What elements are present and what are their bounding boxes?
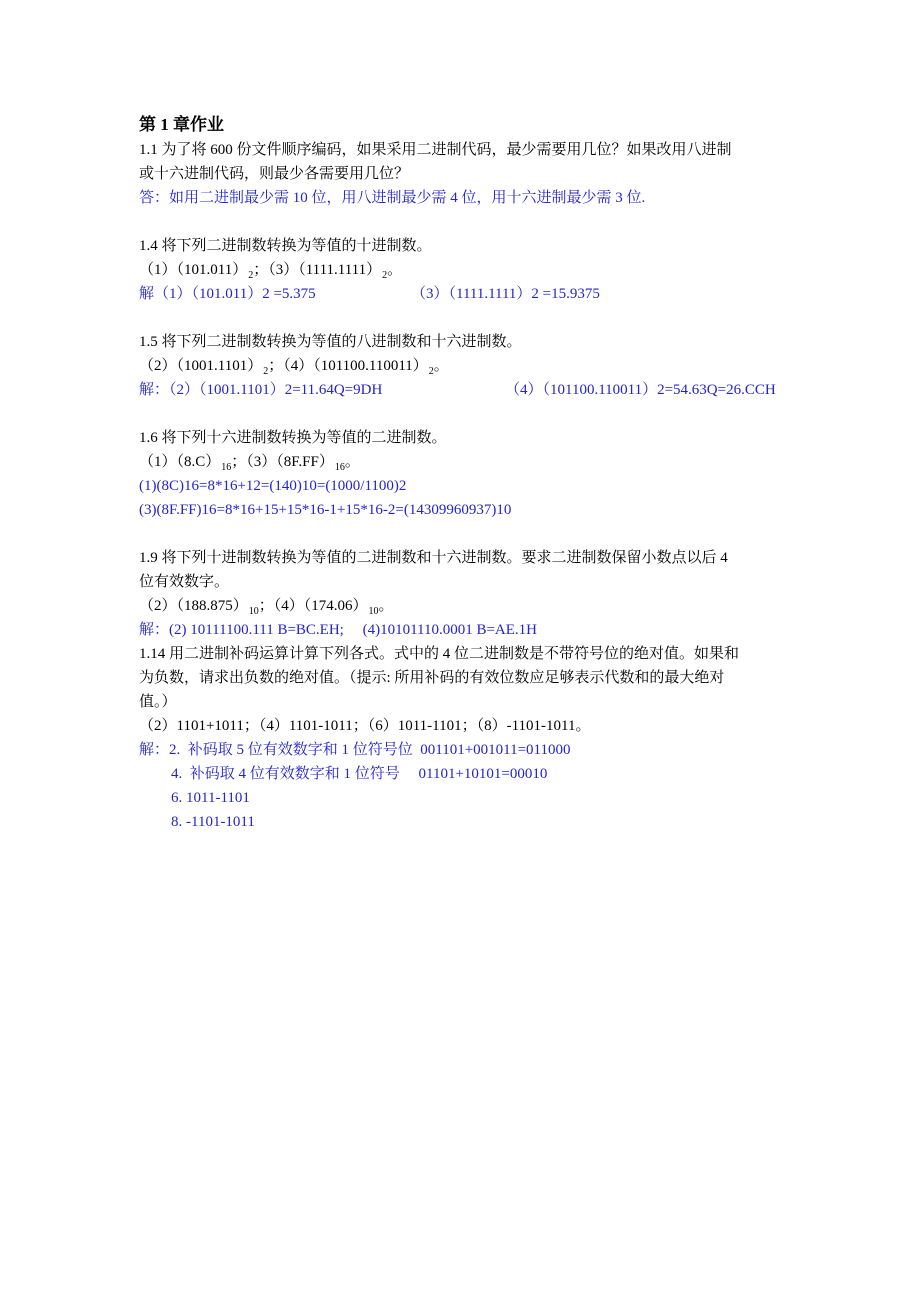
subscript: 10 — [368, 606, 379, 617]
item-text: （1）（101.011） — [139, 262, 248, 278]
item-text: 。 — [433, 358, 449, 374]
spacer — [139, 402, 819, 426]
subscript: 10 — [248, 606, 259, 617]
answer-1-9: 解：(2) 10111100.111 B=BC.EH; (4)10101110.0001 B=AE.1H — [139, 622, 538, 638]
answer-1-14-8: 8. -1101-1011 — [171, 814, 255, 830]
chapter-title: 第 1 章作业 — [139, 115, 224, 134]
item-text: （2）（1001.1101） — [139, 358, 263, 374]
question-1-9-items — [139, 594, 819, 618]
subscript: 2 — [382, 270, 388, 281]
question-1-14-line2: 为负数，请求出负数的绝对值。（提示: 所用补码的有效位数应足够表示代数和的最大绝对 — [139, 670, 725, 686]
answer-1-4 — [139, 282, 819, 306]
question-1-1-line1: 1.1 为了将 600 份文件顺序编码，如果采用二进制代码，最少需要用几位？如果改用八进制 — [139, 142, 732, 158]
question-1-9-line1: 1.9 将下列十进制数转换为等值的二进制数和十六进制数。要求二进制数保留小数点以后 4 — [139, 550, 728, 566]
question-1-14-items: （2）1101+1011；（4）1101-1011；（6）1011-1101；（8）-1101-1011。 — [139, 718, 591, 734]
subscript: 2 — [263, 366, 269, 377]
question-1-9-line2: 位有效数字。 — [139, 574, 230, 590]
item-text: ；（4）（101100.110011） — [268, 358, 428, 374]
item-text: 。 — [387, 262, 403, 278]
item-text: ；（3）（8F.FF） — [231, 454, 334, 470]
answer-1-5 — [139, 378, 819, 402]
answer-1-6-3: (3)(8F.FF)16=8*16+15+15*16-1+15*16-2=(14309960937)10 — [139, 502, 512, 518]
subscript: 2 — [248, 270, 254, 281]
question-1-4-items — [139, 258, 819, 282]
item-text: ；（3）（1111.1111） — [253, 262, 382, 278]
item-text: 。 — [378, 598, 394, 614]
question-1-14-line3: 值。） — [139, 694, 177, 710]
answer-1-14-4: 4. 补码取 4 位有效数字和 1 位符号 01101+10101=00010 — [171, 766, 548, 782]
document-content — [139, 112, 819, 834]
question-1-6-items — [139, 450, 819, 474]
answer-1-5-part1: 解：（2）（1001.1101）2=11.64Q=9DH — [139, 382, 383, 398]
question-1-4: 1.4 将下列二进制数转换为等值的十进制数。 — [139, 238, 432, 254]
question-1-5: 1.5 将下列二进制数转换为等值的八进制数和十六进制数。 — [139, 334, 522, 350]
answer-1-14-2: 解：2. 补码取 5 位有效数字和 1 位符号位 001101+001011=011000 — [139, 742, 571, 758]
answer-1-6-1: (1)(8C)16=8*16+12=(140)10=(1000/1100)2 — [139, 478, 407, 494]
item-text: （1）（8.C） — [139, 454, 221, 470]
question-1-5-items — [139, 354, 819, 378]
question-1-6: 1.6 将下列十六进制数转换为等值的二进制数。 — [139, 430, 447, 446]
question-1-14-line1: 1.14 用二进制补码运算计算下列各式。式中的 4 位二进制数是不带符号位的绝对值。如果和 — [139, 646, 740, 662]
spacer — [139, 522, 819, 546]
item-text: 。 — [344, 454, 360, 470]
answer-1-14-6: 6. 1011-1101 — [171, 790, 250, 806]
subscript: 16 — [334, 462, 345, 473]
subscript: 16 — [221, 462, 232, 473]
item-text: ；（4）（174.06） — [258, 598, 368, 614]
answer-1-1: 答：如用二进制最少需 10 位，用八进制最少需 4 位，用十六进制最少需 3 位. — [139, 190, 646, 206]
answer-1-4-part1: 解（1）（101.011）2 =5.375 — [139, 286, 316, 302]
subscript: 2 — [428, 366, 434, 377]
spacer — [139, 210, 819, 234]
question-1-1-line2: 或十六进制代码，则最少各需要用几位？ — [139, 166, 410, 182]
answer-1-5-part2: （4）（101100.110011）2=54.63Q=26.CCH — [505, 382, 776, 398]
answer-1-4-part2: （3）（1111.1111）2 =15.9375 — [411, 286, 600, 302]
item-text: （2）（188.875） — [139, 598, 248, 614]
spacer — [139, 306, 819, 330]
